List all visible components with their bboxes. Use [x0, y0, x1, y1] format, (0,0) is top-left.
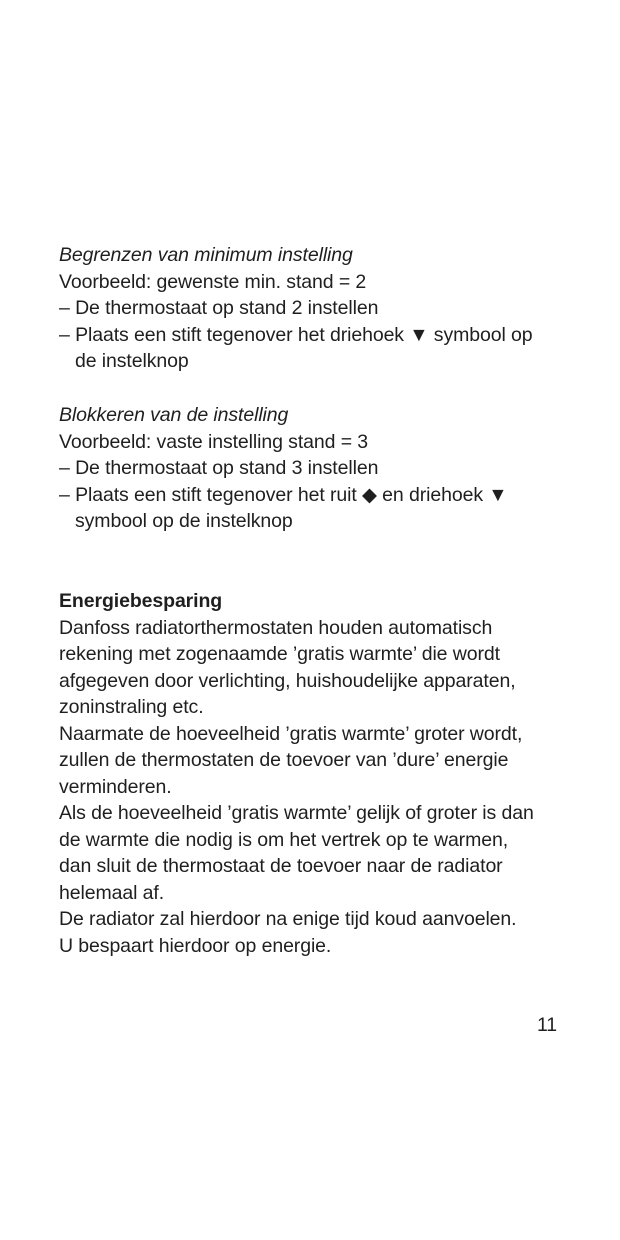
body-line: Naarmate de hoeveelheid ’gratis warmte’ groter wordt, [59, 722, 523, 745]
section-heading-lock: Blokkeren van de instelling [59, 404, 289, 426]
body-line: dan sluit de thermostaat de toevoer naar de radiator [59, 855, 503, 877]
body-line: verminderen. [59, 775, 172, 798]
body-line: U bespaart hierdoor op energie. [59, 934, 332, 957]
list-item: – Plaats een stift tegenover het ruit ◆ en driehoek ▼ [59, 483, 508, 506]
list-item: – De thermostaat op stand 3 instellen [59, 457, 379, 479]
list-item: – De thermostaat op stand 2 instellen [59, 297, 379, 319]
body-line: afgegeven door verlichting, huishoudelijke apparaten, [59, 669, 516, 692]
section-limit-minimum-setting [59, 242, 579, 375]
body-line: zoninstraling etc. [59, 696, 204, 718]
page-number: 11 [536, 1014, 557, 1036]
body-line: zullen de thermostaten de toevoer van ’dure’ energie [59, 749, 509, 771]
body-line: helemaal af. [59, 881, 165, 904]
section-heading-limit: Begrenzen van minimum instelling [59, 244, 353, 266]
body-line: Als de hoeveelheid ’gratis warmte’ gelijk of groter is dan [59, 802, 534, 824]
body-line: de warmte die nodig is om het vertrek op te warmen, [59, 828, 509, 851]
section-lock-setting [59, 402, 579, 535]
section-heading-energy: Energiebesparing [59, 590, 223, 612]
body-line: Danfoss radiatorthermostaten houden automatisch [59, 616, 493, 639]
body-line: rekening met zogenaamde ’gratis warmte’ die wordt [59, 643, 500, 665]
body-line: De radiator zal hierdoor na enige tijd koud aanvoelen. [59, 908, 517, 930]
example-line: Voorbeeld: gewenste min. stand = 2 [59, 270, 367, 293]
list-item-continuation: symbool op de instelknop [75, 510, 293, 532]
section-energy-saving [59, 588, 579, 959]
list-item: – Plaats een stift tegenover het driehoek ▼ symbool op [59, 323, 533, 346]
list-item-continuation: de instelknop [75, 350, 189, 372]
example-line: Voorbeeld: vaste instelling stand = 3 [59, 430, 369, 453]
